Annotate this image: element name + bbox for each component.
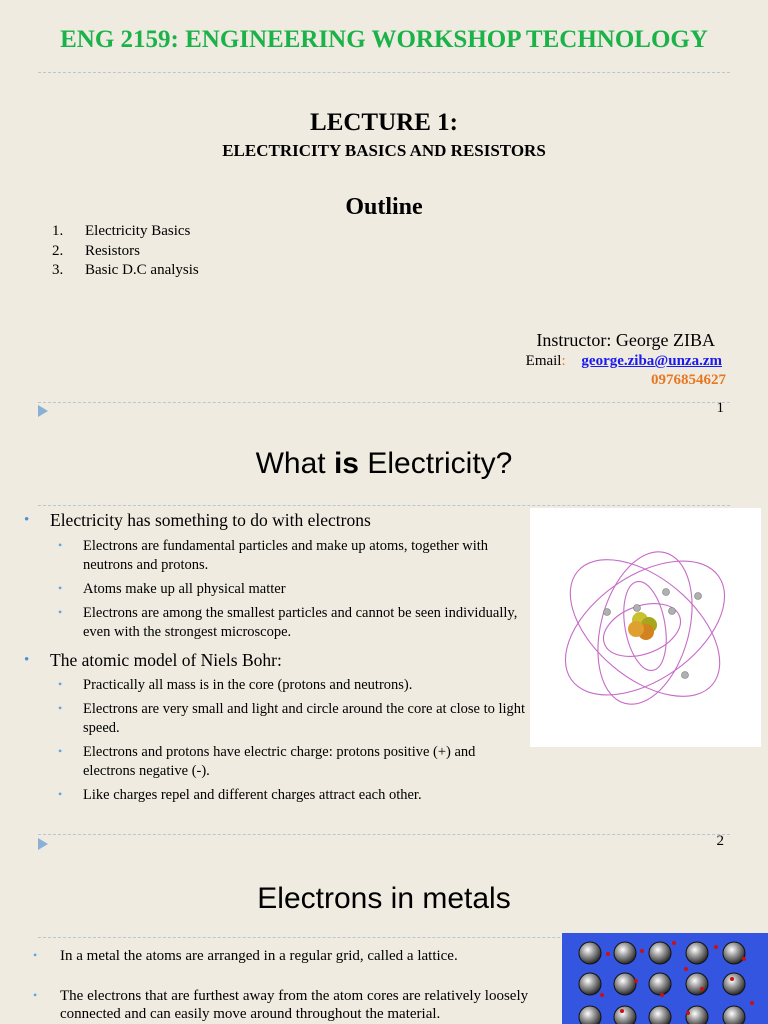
lattice-ion-icon [649, 942, 671, 964]
email-colon: : [561, 353, 566, 369]
outline-item [52, 243, 199, 263]
lattice-ion-icon [686, 942, 708, 964]
divider [38, 505, 730, 506]
outline-item-number: 2. [52, 242, 64, 259]
nucleus-icon [628, 612, 657, 640]
lattice-ion-icon [579, 1006, 601, 1024]
metal-lattice-image [562, 933, 768, 1024]
bullet-list [24, 509, 526, 805]
atom-model-image [530, 508, 761, 747]
slide-arrow-icon [38, 838, 48, 850]
lattice-ion-icon [723, 1006, 745, 1024]
outline-item-label: Electricity Basics [85, 223, 191, 239]
outline-item [52, 223, 199, 243]
slide-title: Electrons in metals [257, 882, 511, 915]
email-line [526, 353, 722, 370]
lattice-ion-icon [579, 942, 601, 964]
divider [38, 402, 730, 403]
sub-bullet-item: • Practically all mass is in the core (protons and neutrons). [24, 676, 526, 695]
outline-item [52, 262, 199, 282]
course-title: ENG 2159: ENGINEERING WORKSHOP TECHNOLOGY [60, 26, 708, 53]
outline-list [52, 223, 199, 282]
sub-bullet-item: • Electrons are fundamental particles and make up atoms, together with neutrons and protons. [24, 537, 526, 575]
lattice-ion-icon [579, 973, 601, 995]
divider [38, 72, 730, 73]
lattice-ion-icon [723, 942, 745, 964]
bullet-item: • Electricity has something to do with electrons [24, 509, 526, 531]
sub-bullet-item: • Electrons are among the smallest particles and cannot be seen individually, even with the strongest microscope. [24, 604, 526, 642]
divider [38, 834, 730, 835]
lattice-ion-icon [723, 973, 745, 995]
bullet-list [33, 947, 533, 1023]
email-label: Email [525, 353, 562, 369]
outline-item-label: Basic D.C analysis [85, 262, 199, 278]
slide-arrow-icon [38, 405, 48, 417]
outline-heading: Outline [345, 194, 423, 220]
lattice-ion-icon [686, 973, 708, 995]
bullet-item: • In a metal the atoms are arranged in a regular grid, called a lattice. [33, 947, 533, 965]
page-number: 2 [716, 833, 724, 849]
lattice-ion-icon [614, 1006, 636, 1024]
title-text: Electricity? [359, 447, 513, 480]
page-number: 1 [716, 400, 724, 416]
lattice-ion-icon [614, 973, 636, 995]
instructor-name: Instructor: George ZIBA [536, 330, 715, 350]
outline-item-number: 1. [52, 223, 64, 239]
lattice-ion-icon [614, 942, 636, 964]
lecture-title: LECTURE 1: [310, 109, 458, 136]
lecture-subtitle: ELECTRICITY BASICS AND RESISTORS [222, 141, 546, 160]
phone-number: 0976854627 [651, 372, 726, 388]
outline-item-label: Resistors [85, 242, 141, 259]
lattice-ion-icon [649, 1006, 671, 1024]
sub-bullet-item: • Electrons and protons have electric charge: protons positive (+) and electrons negative (-). [24, 743, 526, 781]
bullet-item: • The electrons that are furthest away from the atom cores are relatively loosely connected and can easily move around throughout the material. [33, 987, 533, 1023]
sub-bullet-item: • Atoms make up all physical matter [24, 580, 526, 599]
bullet-item: • The atomic model of Niels Bohr: [24, 649, 526, 671]
title-text: What [255, 447, 334, 480]
email-link[interactable]: george.ziba@unza.zm [581, 353, 722, 369]
lattice-ion-icon [686, 1006, 708, 1024]
lattice-ion-icon [649, 973, 671, 995]
outline-item-number: 3. [52, 262, 64, 278]
sub-bullet-item: • Electrons are very small and light and circle around the core at close to light speed. [24, 700, 526, 738]
title-emphasis: is [333, 447, 359, 480]
slide-title [0, 447, 768, 481]
sub-bullet-item: • Like charges repel and different charges attract each other. [24, 786, 526, 805]
